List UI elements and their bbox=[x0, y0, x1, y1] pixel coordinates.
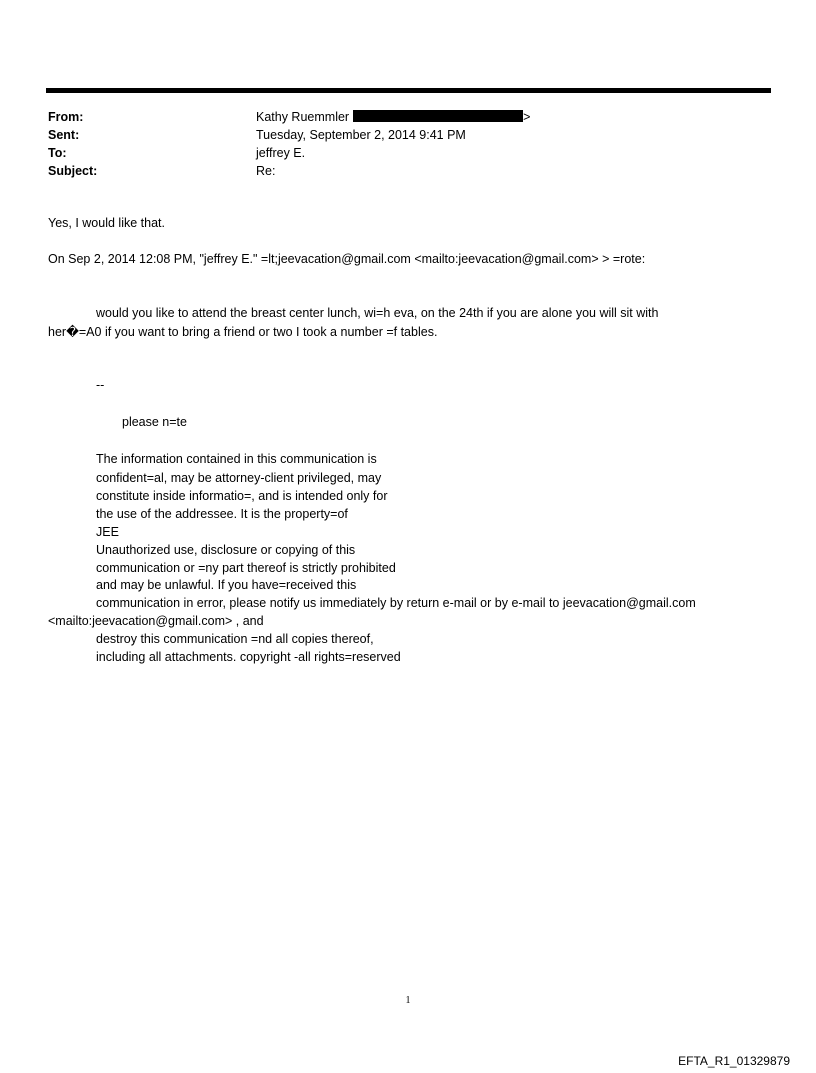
disclaimer-line: communication in error, please notify us immediately by return e-mail or by e-mail to jeevacation@gmail.com bbox=[96, 596, 696, 610]
signature-dash: -- bbox=[96, 378, 105, 392]
disclaimer-line: Unauthorized use, disclosure or copying of this bbox=[96, 543, 356, 557]
quoted-line-1: would you like to attend the breast center lunch, wi=h eva, on the 24th if you are alone you will sit with bbox=[96, 306, 659, 320]
disclaimer-line: confident=al, may be attorney-client privileged, may bbox=[96, 471, 382, 485]
page-number: 1 bbox=[405, 995, 411, 1006]
reply-text: Yes, I would like that. bbox=[48, 216, 165, 230]
header-rule bbox=[46, 88, 771, 93]
disclaimer-line: and may be unlawful. If you have=received this bbox=[96, 578, 357, 592]
disclaimer-line: destroy this communication =nd all copies thereof, bbox=[96, 632, 374, 646]
subject-label: Subject: bbox=[48, 164, 98, 178]
disclaimer-line: JEE bbox=[96, 525, 119, 539]
to-label: To: bbox=[48, 146, 67, 160]
disclaimer-wrap: <mailto:jeevacation@gmail.com> , and bbox=[48, 614, 264, 628]
bates-number: EFTA_R1_01329879 bbox=[678, 1054, 790, 1068]
disclaimer-line: The information contained in this communication is bbox=[96, 452, 377, 466]
quote-intro: On Sep 2, 2014 12:08 PM, "jeffrey E." =lt;jeevacation@gmail.com <mailto:jeevacation@gmail.com> > =rote: bbox=[48, 252, 646, 266]
from-value bbox=[256, 108, 530, 126]
from-tail: > bbox=[523, 110, 531, 124]
subject-value: Re: bbox=[256, 164, 276, 178]
disclaimer-line: the use of the addressee. It is the property=of bbox=[96, 507, 348, 521]
sent-label: Sent: bbox=[48, 128, 80, 142]
quoted-line-2: her�=A0 if you want to bring a friend or two I took a number =f tables. bbox=[48, 325, 438, 339]
redaction-bar bbox=[353, 110, 523, 122]
disclaimer-line: including all attachments. copyright -all rights=reserved bbox=[96, 650, 401, 664]
from-name: Kathy Ruemmler bbox=[256, 110, 350, 124]
from-label: From: bbox=[48, 110, 84, 124]
please-note: please n=te bbox=[122, 415, 187, 429]
sent-value: Tuesday, September 2, 2014 9:41 PM bbox=[256, 128, 466, 142]
disclaimer-line: constitute inside informatio=, and is intended only for bbox=[96, 489, 388, 503]
disclaimer-line: communication or =ny part thereof is strictly prohibited bbox=[96, 561, 396, 575]
to-value: jeffrey E. bbox=[256, 146, 306, 160]
